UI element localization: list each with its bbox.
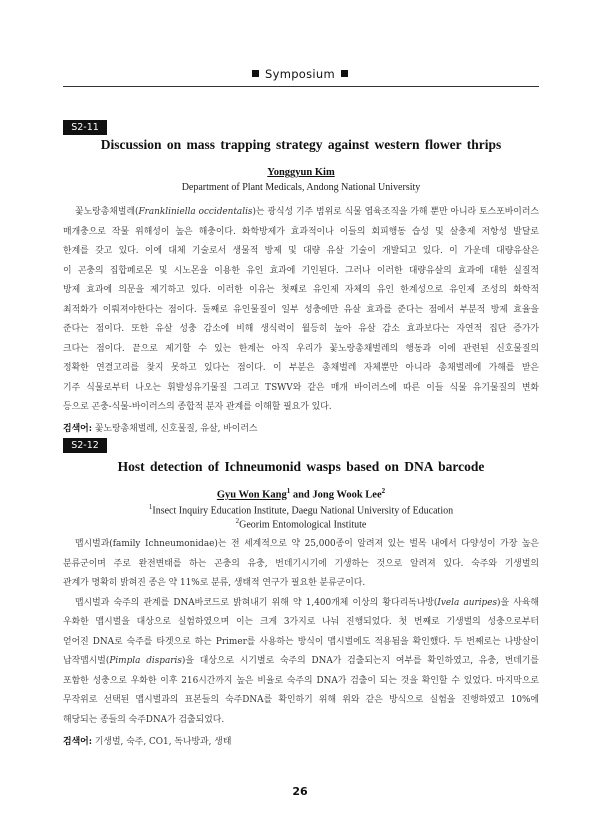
- body-line: 최적화가 이뤄져야한다는 점이다. 둘째로 유인물질이 일부 성충에만 유살 효과를 준다는 점에서 부분적 방제 효율을: [63, 304, 539, 315]
- header-title: Symposium: [264, 67, 336, 81]
- body-line: 분류군이며 주로 완전변태를 하는 곤충의 유충, 번데기시기에 기생하는 것으로 알려져 있다. 숙주와 기생벌의: [63, 558, 539, 569]
- abstract-author: [63, 167, 539, 178]
- body-line: 한계를 갖고 있다. 이에 대체 기술로서 생물적 방제 및 대량 유살 기술이 개발되고 있다. 이 가운데 대량유살은: [63, 246, 539, 256]
- keywords: [63, 421, 539, 434]
- body-line: 맵시벌과(family Ichneumonidae)는 전 세계적으로 약 25,000종이 알려져 있는 벌목 내에서 다양성이 가장 높은: [75, 539, 539, 549]
- body-line: 꽃노랑총채벌레(Frankliniella occidentalis)는 광식성 기주 범위로 식물 엽육조직을 가해 뿐만 아니라 토스포바이러스: [75, 207, 539, 217]
- author-superscript: 2: [381, 487, 386, 495]
- keywords-value: 기생벌, 숙주, CO1, 독나방과, 생태: [94, 737, 232, 747]
- keywords: [63, 734, 539, 747]
- abstract-tag: S2-11: [63, 120, 107, 135]
- body-line: 관계가 명확히 밝혀진 종은 약 11%로 분류, 생태적 연구가 필요한 분류군이다.: [63, 578, 366, 588]
- abstract-body: [63, 535, 539, 730]
- abstract-affiliation: [63, 503, 539, 516]
- header-rule: [63, 86, 539, 87]
- body-line: 매개충으로 작물 위해성이 높은 해충이다. 화학방제가 효과적이나 이들의 회피행동 습성 및 살충제 저항성 발달로: [63, 226, 539, 237]
- body-line: 포함한 성충으로 우화한 이후 216시간까지 높은 비율로 숙주의 DNA가 검출이 되는 것을 확인할 수 있었다. 마지막으로: [63, 675, 539, 686]
- body-line: 납작맵시벌(Pimpla disparis)을 대상으로 시기별로 숙주의 DNA가 검출되는지 여부를 확인하였고, 유충, 번데기를: [63, 656, 539, 666]
- page-number: 26: [292, 785, 308, 798]
- affiliation-text: Georim Entomological Institute: [239, 519, 367, 531]
- author-name: Gyu Won Kang: [216, 489, 287, 501]
- author-name: Yonggyun Kim: [267, 167, 335, 178]
- abstract-affiliation: Department of Plant Medicals, Andong National University: [181, 182, 421, 193]
- abstract-affiliation: [63, 517, 539, 530]
- body-line: 우화한 맵시벌을 대상으로 실험하였으며 이는 크게 3가지로 나눠 진행되었다. 첫 번째로 기생벌의 성충으로부터: [63, 617, 539, 627]
- affiliation-superscript: 1: [148, 503, 153, 511]
- body-line: 방제 효과에 의문을 제기하고 있다. 이러한 이유는 첫째로 유인제 자체의 유인 한계성으로 유인제 조성의 화학적: [63, 285, 539, 295]
- body-line: 등으로 곤충-식물-바이러스의 종합적 분자 관계를 이해할 필요가 있다.: [63, 402, 332, 412]
- square-bullet-icon: [252, 70, 259, 77]
- affiliation-superscript: 2: [235, 517, 240, 525]
- author-name: and Jong Wook Lee: [290, 489, 382, 501]
- body-line: 크다는 점이다. 끝으로 제기할 수 있는 한계는 아직 우리가 꽃노랑총채벌레의 행동과 이에 관련된 신호물질의: [63, 343, 539, 354]
- abstract-title: Host detection of Ichneumonid wasps based on DNA barcode: [117, 459, 485, 474]
- body-line: 맵시벌과 숙주의 관계를 DNA바코드로 밝혀내기 위해 약 1,400개체 이상의 황다리독나방(Ivela auripes)을 사육해: [75, 597, 539, 608]
- body-line: 준다는 점이다. 또한 유살 성충 감소에 비해 생식력이 월등히 높아 유살 감소 효과보다는 자연적 집단 증가가: [63, 324, 539, 334]
- affiliation-text: Insect Inquiry Education Institute, Daegu National University of Education: [152, 505, 454, 517]
- body-line: 얻어진 DNA로 숙주를 타겟으로 하는 Primer를 사용하는 방식이 맵시벌에도 적용됨을 확인했다. 두 번째로는 나방살이: [63, 636, 539, 647]
- abstract-title: Discussion on mass trapping strategy against western flower thrips: [100, 137, 502, 152]
- body-line: 해당되는 종들의 숙주DNA가 검출되었다.: [63, 714, 225, 725]
- square-bullet-icon: [341, 70, 348, 77]
- author-superscript: 1: [286, 487, 291, 495]
- body-line: 이 곤충의 집합페로몬 및 시노몬을 이용한 유인 효과에 기인된다. 그러나 이러한 대량유살의 효과에 대한 실질적: [63, 265, 539, 276]
- abstract-tag: S2-12: [63, 438, 107, 453]
- running-header: [0, 67, 600, 81]
- body-line: 무작위로 선택된 맵시벌과의 표본들의 숙주DNA를 확인하기 위해 위와 같은 방식으로 실험을 진행하였고 10%에: [63, 695, 539, 705]
- keywords-label: 검색어:: [63, 424, 92, 434]
- keywords-label: 검색어:: [63, 737, 92, 747]
- body-line: 기주 식물로부터 나오는 휘발성유기물질 그리고 TSWV와 같은 매개 바이러스에 따른 이들 식물 유기물질의 변화: [63, 382, 539, 393]
- body-line: 정확한 연결고리를 찾지 못하고 있다는 점이다. 이 부분은 총채벌레 자체뿐만 아니라 총채벌레에 가해를 받은: [63, 363, 539, 373]
- abstract-authors: [63, 487, 539, 501]
- abstract-body: [63, 203, 539, 418]
- keywords-value: 꽃노랑총채벌레, 신호물질, 유살, 바이러스: [94, 424, 258, 434]
